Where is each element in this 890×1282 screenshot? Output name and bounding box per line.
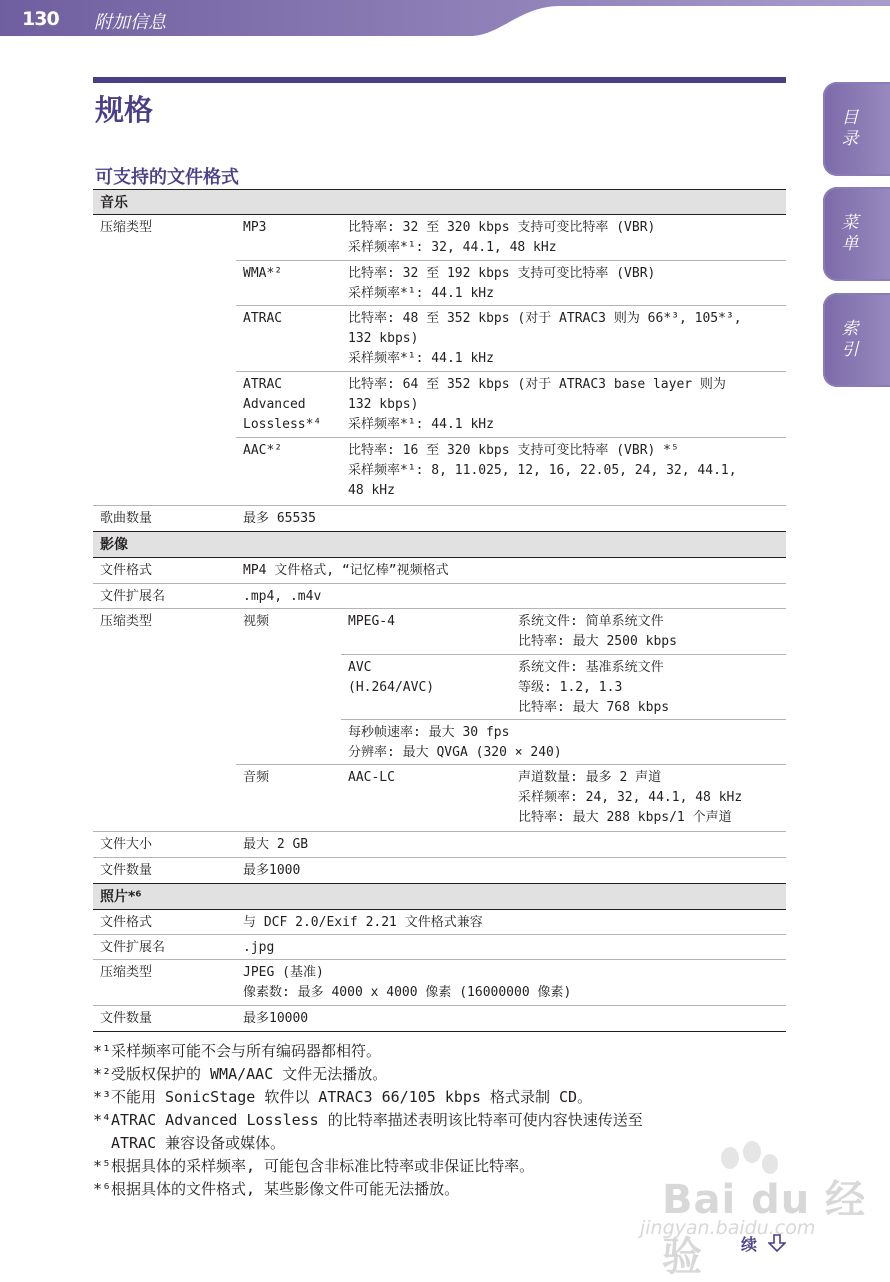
row-label: 歌曲数量 xyxy=(100,511,153,526)
arrow-down-icon[interactable] xyxy=(768,1234,786,1252)
spec-line: 比特率: 32 至 320 kbps 支持可变比特率 (VBR) xyxy=(348,220,656,235)
footnote-text: 根据具体的文件格式, 某些影像文件可能无法播放。 xyxy=(111,1180,460,1198)
table-row xyxy=(93,215,786,506)
footnote-mark: *³ xyxy=(93,1088,112,1106)
page-number: 130 xyxy=(22,8,59,30)
codec-row-mp3 xyxy=(236,215,786,260)
table-row xyxy=(93,935,786,960)
footnote-text: 根据具体的采样频率, 可能包含非标准比特率或非保证比特率。 xyxy=(111,1157,535,1175)
row-value: 与 DCF 2.0/Exif 2.21 文件格式兼容 xyxy=(243,915,483,930)
codec-name-line: Lossless*⁴ xyxy=(243,417,322,432)
row-label: 压缩类型 xyxy=(100,614,153,629)
title-rule xyxy=(93,77,786,83)
watermark-url: jingyan.baidu.com xyxy=(640,1217,816,1239)
tab-contents[interactable] xyxy=(823,82,890,176)
row-label: 压缩类型 xyxy=(100,220,153,235)
spec-line: 比特率: 最大 288 kbps/1 个声道 xyxy=(518,810,732,825)
section-video: 影像 xyxy=(93,532,786,558)
table-row xyxy=(93,558,786,584)
footnote-text: 受版权保护的 WMA/AAC 文件无法播放。 xyxy=(111,1065,388,1083)
codec-name-line: Advanced xyxy=(243,397,306,412)
table-row xyxy=(93,858,786,884)
codec-spec xyxy=(348,438,737,501)
codec-name-line: AVC xyxy=(348,660,372,675)
spec-line: 48 kHz xyxy=(348,483,395,498)
spec-line: 采样频率*¹: 32, 44.1, 48 kHz xyxy=(348,240,557,255)
footnote-mark: *⁵ xyxy=(93,1157,112,1175)
table-row xyxy=(93,1006,786,1032)
section-music: 音乐 xyxy=(93,189,786,215)
spec-line: JPEG (基准) xyxy=(243,965,324,980)
tab-menu[interactable] xyxy=(823,187,890,281)
spec-line: 系统文件: 基准系统文件 xyxy=(518,660,664,675)
row-value: .jpg xyxy=(243,940,275,955)
codec-name: MPEG-4 xyxy=(348,614,395,629)
table-row xyxy=(93,910,786,935)
row-value: 最多1000 xyxy=(243,863,301,878)
spec-line: 采样频率*¹: 44.1 kHz xyxy=(348,286,494,301)
continued-label[interactable]: 续 xyxy=(741,1235,758,1254)
row-value: 最多 65535 xyxy=(243,511,316,526)
spec-line: 声道数量: 最多 2 声道 xyxy=(518,770,662,785)
codec-name: ATRAC xyxy=(243,311,283,326)
spec-line: 采样频率*¹: 44.1 kHz xyxy=(348,417,494,432)
spec-line: 132 kbps) xyxy=(348,397,419,412)
row-value: 最多10000 xyxy=(243,1011,309,1026)
tab-index[interactable] xyxy=(823,293,890,387)
table-row xyxy=(93,832,786,858)
tab-contents-label: 目录 xyxy=(837,108,858,150)
codec-name: AAC*² xyxy=(243,443,283,458)
spec-line: 比特率: 32 至 192 kbps 支持可变比特率 (VBR) xyxy=(348,266,656,281)
video-common-spec xyxy=(341,719,786,765)
spec-line: 比特率: 64 至 352 kbps (对于 ATRAC3 base layer 则为 xyxy=(348,377,726,392)
spec-line: 比特率: 最大 2500 kbps xyxy=(518,634,677,649)
codec-name: WMA*² xyxy=(243,266,283,281)
footnote-mark: *² xyxy=(93,1065,112,1083)
codec-spec xyxy=(348,372,726,435)
codec-row-atrac-al xyxy=(236,371,786,438)
codec-spec xyxy=(518,655,669,718)
codec-spec xyxy=(518,765,742,828)
audio-stream xyxy=(236,764,786,832)
spec-line: 比特率: 最大 768 kbps xyxy=(518,700,670,715)
spec-line: 像素数: 最多 4000 x 4000 像素 (16000000 像素) xyxy=(243,985,572,1000)
video-codec-avc xyxy=(341,654,786,720)
spec-line: 132 kbps) xyxy=(348,331,419,346)
footnote-mark: *⁴ xyxy=(93,1111,112,1129)
row-value: MP4 文件格式, “记忆棒”视频格式 xyxy=(243,563,449,578)
spec-line: 等级: 1.2, 1.3 xyxy=(518,680,623,695)
tab-index-label: 索引 xyxy=(837,319,858,361)
codec-name-line: (H.264/AVC) xyxy=(348,680,435,695)
row-label: 文件数量 xyxy=(100,863,153,878)
row-label: 文件扩展名 xyxy=(100,589,166,604)
watermark-brand: Bai du 经验 xyxy=(662,1177,867,1280)
spec-line: 比特率: 16 至 320 kbps 支持可变比特率 (VBR) *⁵ xyxy=(348,443,679,458)
spec-line: 采样频率*¹: 8, 11.025, 12, 16, 22.05, 24, 32, 44.1, xyxy=(348,463,737,478)
codec-spec xyxy=(518,609,677,652)
spec-line: 采样频率*¹: 44.1 kHz xyxy=(348,351,494,366)
page-title: 规格 xyxy=(95,93,154,127)
spec-table xyxy=(93,189,786,1032)
section-photo: 照片*⁶ xyxy=(93,884,786,910)
row-value: 最大 2 GB xyxy=(243,837,309,852)
footnote xyxy=(93,1063,793,1086)
section-subheading: 可支持的文件格式 xyxy=(95,167,239,188)
row-label: 压缩类型 xyxy=(100,965,153,980)
codec-name: MP3 xyxy=(243,220,267,235)
tab-menu-label: 菜单 xyxy=(837,213,858,255)
footnote xyxy=(93,1040,793,1063)
row-value: .mp4, .m4v xyxy=(243,589,322,604)
footnote-mark: *¹ xyxy=(93,1042,112,1060)
table-row xyxy=(93,609,786,832)
row-value xyxy=(243,960,571,1003)
row-label: 文件格式 xyxy=(100,915,153,930)
codec-spec xyxy=(348,720,562,763)
row-label: 文件数量 xyxy=(100,1011,153,1026)
codec-row-wma xyxy=(236,260,786,306)
codec-name-line: ATRAC xyxy=(243,377,283,392)
codec-name xyxy=(348,655,434,698)
row-label: 文件大小 xyxy=(100,837,153,852)
footnote-text: 不能用 SonicStage 软件以 ATRAC3 66/105 kbps 格式录制 CD。 xyxy=(111,1088,593,1106)
codec-name xyxy=(243,372,321,435)
codec-row-aac xyxy=(236,437,786,506)
table-row xyxy=(93,584,786,609)
table-row xyxy=(93,506,786,532)
section-label: 附加信息 xyxy=(94,12,166,33)
footnote-text: ATRAC 兼容设备或媒体。 xyxy=(111,1134,286,1152)
row-label: 文件扩展名 xyxy=(100,940,166,955)
page-header xyxy=(0,0,890,36)
video-codec-mpeg4 xyxy=(341,609,786,654)
spec-line: 每秒帧速率: 最大 30 fps xyxy=(348,725,510,740)
codec-row-atrac xyxy=(236,305,786,372)
spec-line: 比特率: 48 至 352 kbps (对于 ATRAC3 则为 66*³, 105*³, xyxy=(348,311,742,326)
table-row xyxy=(93,960,786,1006)
codec-name: AAC-LC xyxy=(348,770,395,785)
spec-line: 分辨率: 最大 QVGA (320 × 240) xyxy=(348,745,562,760)
spec-line: 系统文件: 简单系统文件 xyxy=(518,614,664,629)
spec-line: 采样频率: 24, 32, 44.1, 48 kHz xyxy=(518,790,743,805)
video-stream-label: 视频 xyxy=(243,614,270,629)
codec-spec xyxy=(348,306,742,369)
footnote xyxy=(93,1086,793,1109)
codec-spec xyxy=(348,261,655,304)
audio-stream-label: 音频 xyxy=(243,770,270,785)
codec-spec xyxy=(348,215,655,258)
row-label: 文件格式 xyxy=(100,563,153,578)
footnote-mark: *⁶ xyxy=(93,1180,112,1198)
footnote-text: ATRAC Advanced Lossless 的比特率描述表明该比特率可使内容快速传送至 xyxy=(111,1111,643,1129)
footnote-text: 采样频率可能不会与所有编码器都相符。 xyxy=(111,1042,382,1060)
